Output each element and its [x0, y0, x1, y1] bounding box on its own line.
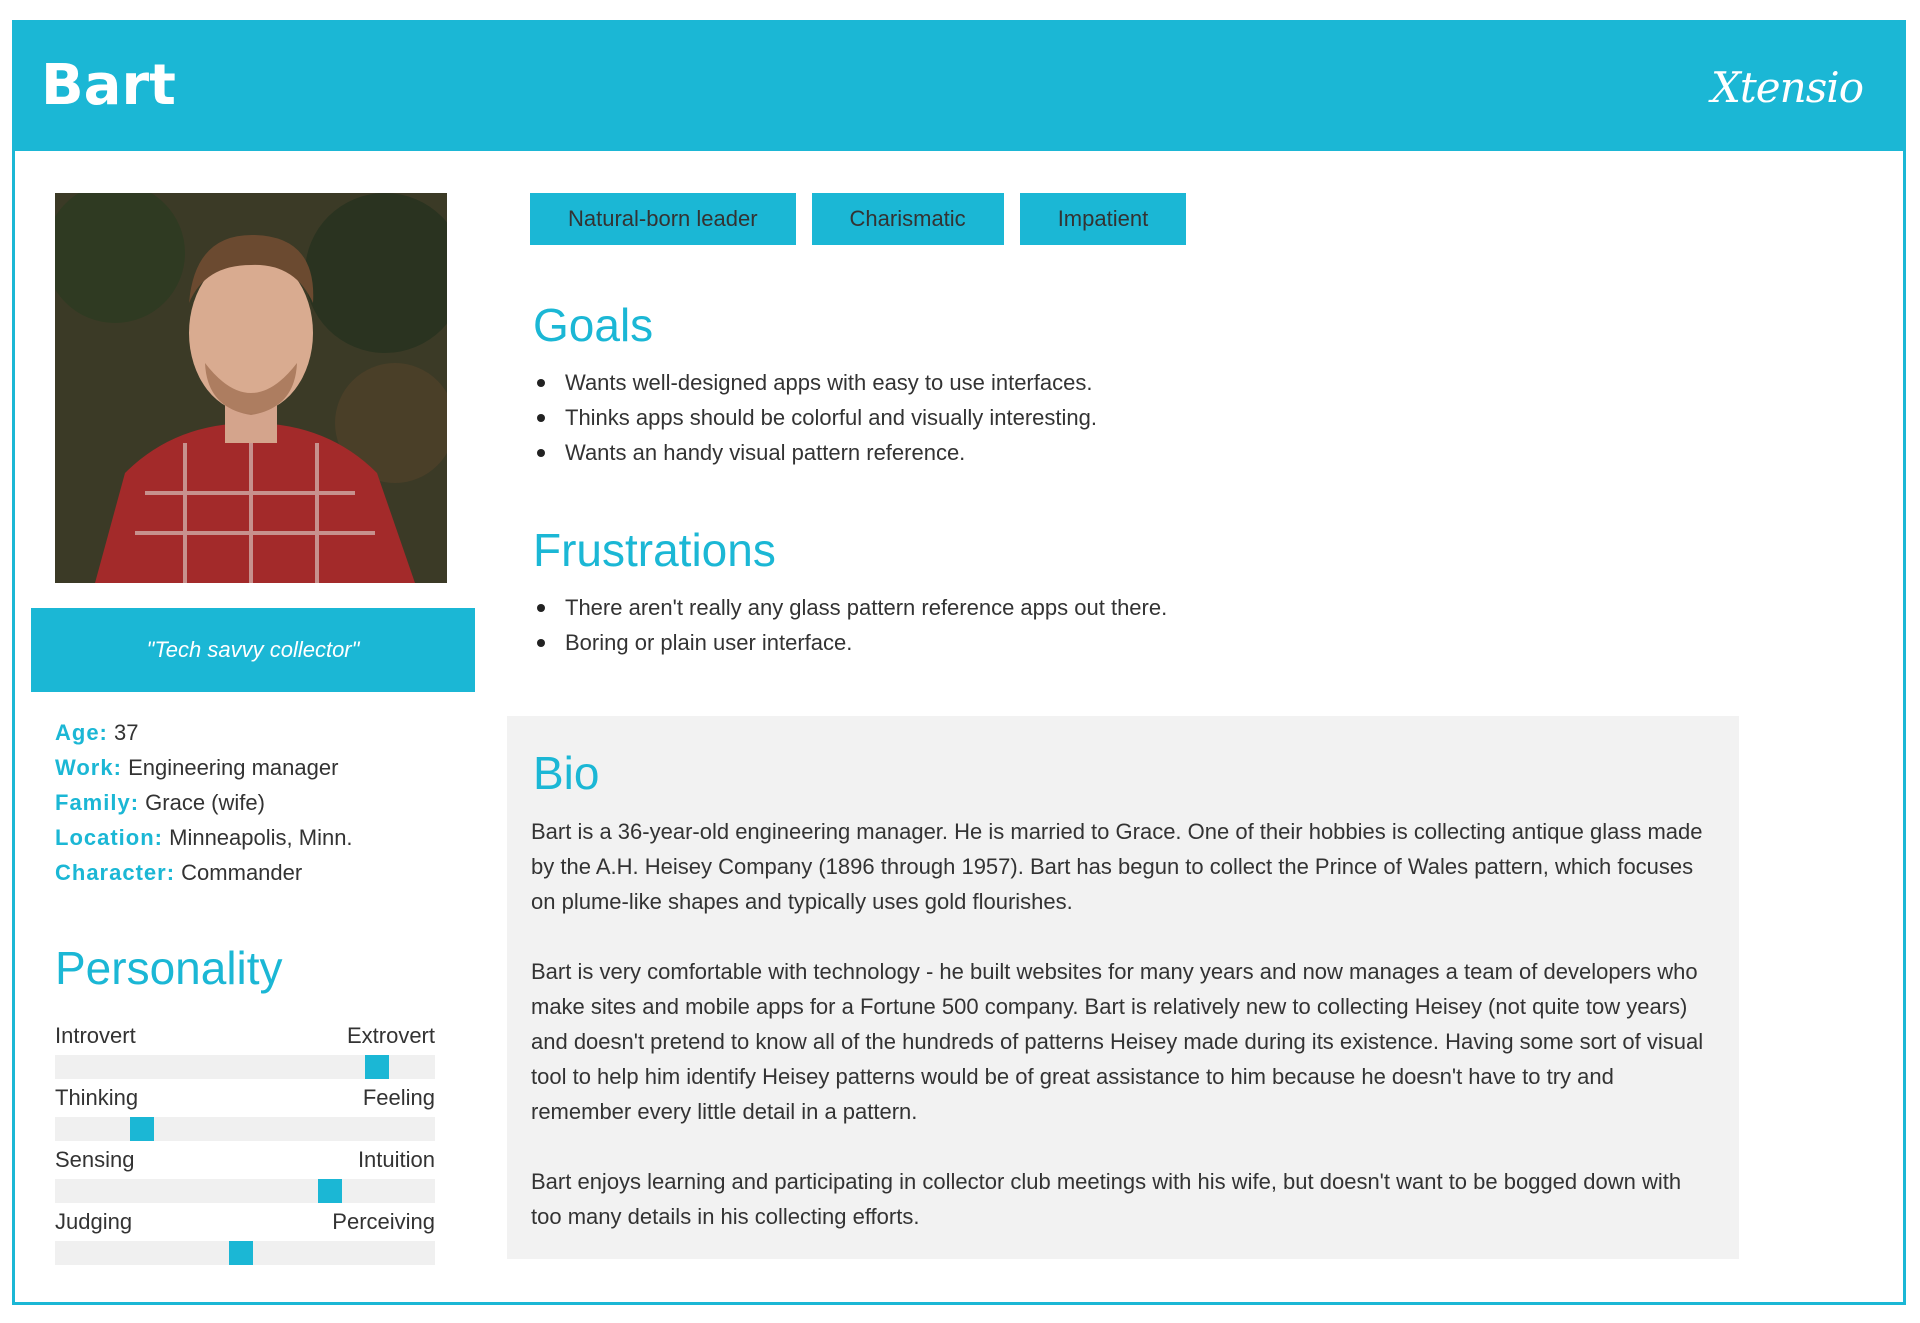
fact-value: Commander: [181, 860, 303, 885]
bio-title: Bio: [533, 747, 600, 799]
trait-left-label: Judging: [55, 1209, 133, 1234]
personality-title: Personality: [55, 942, 283, 994]
fact-value: Grace (wife): [145, 790, 265, 815]
fact-label: Character:: [55, 860, 176, 885]
fact-family: [55, 785, 353, 820]
goals-title: Goals: [533, 299, 654, 351]
list-item: Wants well-designed apps with easy to use interfaces.: [537, 365, 1097, 400]
list-item: Thinks apps should be colorful and visually interesting.: [537, 400, 1097, 435]
fact-work: [55, 750, 353, 785]
trait-slider-handle[interactable]: [365, 1055, 389, 1079]
trait-row-judging-perceiving: [55, 1209, 435, 1265]
fact-value: Engineering manager: [128, 755, 339, 780]
trait-row-introvert-extrovert: [55, 1023, 435, 1079]
trait-slider-track[interactable]: [55, 1117, 435, 1141]
persona-facts: [55, 715, 353, 890]
trait-tags: [530, 193, 1186, 245]
list-item: Wants an handy visual pattern reference.: [537, 435, 1097, 470]
goals-list: [537, 365, 1097, 470]
fact-label: Work:: [55, 755, 122, 780]
frustrations-list: [537, 590, 1167, 660]
trait-left-label: Thinking: [55, 1085, 139, 1110]
trait-slider-track[interactable]: [55, 1055, 435, 1079]
trait-right-label: Feeling: [362, 1085, 435, 1110]
persona-quote: "Tech savvy collector": [31, 608, 475, 692]
trait-right-label: Perceiving: [332, 1209, 435, 1234]
fact-location: [55, 820, 353, 855]
persona-photo: [55, 193, 447, 583]
tag-charismatic[interactable]: Charismatic: [812, 193, 1004, 245]
header-bar: [15, 23, 1903, 151]
fact-label: Family:: [55, 790, 140, 815]
fact-age: [55, 715, 353, 750]
list-item: Boring or plain user interface.: [537, 625, 1167, 660]
tag-impatient[interactable]: Impatient: [1020, 193, 1187, 245]
fact-character: [55, 855, 353, 890]
frustrations-title: Frustrations: [533, 524, 776, 576]
trait-slider-handle[interactable]: [130, 1117, 154, 1141]
portrait-image: [55, 193, 447, 583]
trait-right-label: Extrovert: [346, 1023, 435, 1048]
trait-row-thinking-feeling: [55, 1085, 435, 1141]
trait-left-label: Introvert: [55, 1023, 136, 1048]
bio-paragraph: Bart is a 36-year-old engineering manager. He is married to Grace. One of their hobbies is collecting antique glass made by the A.H. Heisey Company (1896 through 1957). Bart has begun to collect the Prince of Wales pattern, which focuses on plume-like shapes and typically uses gold flourishes.: [531, 819, 1703, 914]
fact-value: 37: [114, 720, 139, 745]
trait-left-label: Sensing: [55, 1147, 135, 1172]
trait-slider-handle[interactable]: [318, 1179, 342, 1203]
bio-paragraph: Bart is very comfortable with technology - he built websites for many years and now manages a team of developers who make sites and mobile apps for a Fortune 500 company. Bart is relatively new to collecting Heisey (not quite tow years) and doesn't pretend to know all of the hundreds of patterns Heisey made during its existence. Having some sort of visual tool to help him identify Heisey patterns would be of great assistance to him because he doesn't have to try and remember every little detail in a pattern.: [531, 959, 1704, 1124]
trait-row-sensing-intuition: [55, 1147, 435, 1203]
brand-logo[interactable]: Xtensio: [1711, 63, 1863, 112]
fact-label: Age:: [55, 720, 108, 745]
trait-slider-track[interactable]: [55, 1179, 435, 1203]
list-item: There aren't really any glass pattern reference apps out there.: [537, 590, 1167, 625]
trait-slider-track[interactable]: [55, 1241, 435, 1265]
persona-card: [12, 20, 1906, 1305]
bio-panel: [507, 716, 1739, 1259]
bio-text: [531, 814, 1711, 1269]
fact-label: Location:: [55, 825, 163, 850]
trait-slider-handle[interactable]: [229, 1241, 253, 1265]
fact-value: Minneapolis, Minn.: [169, 825, 353, 850]
trait-right-label: Intuition: [357, 1147, 435, 1172]
persona-name: Bart: [41, 53, 176, 118]
tag-natural-born-leader[interactable]: Natural-born leader: [530, 193, 796, 245]
bio-paragraph: Bart enjoys learning and participating in collector club meetings with his wife, but doesn't want to be bogged down with too many details in his collecting efforts.: [531, 1169, 1682, 1229]
